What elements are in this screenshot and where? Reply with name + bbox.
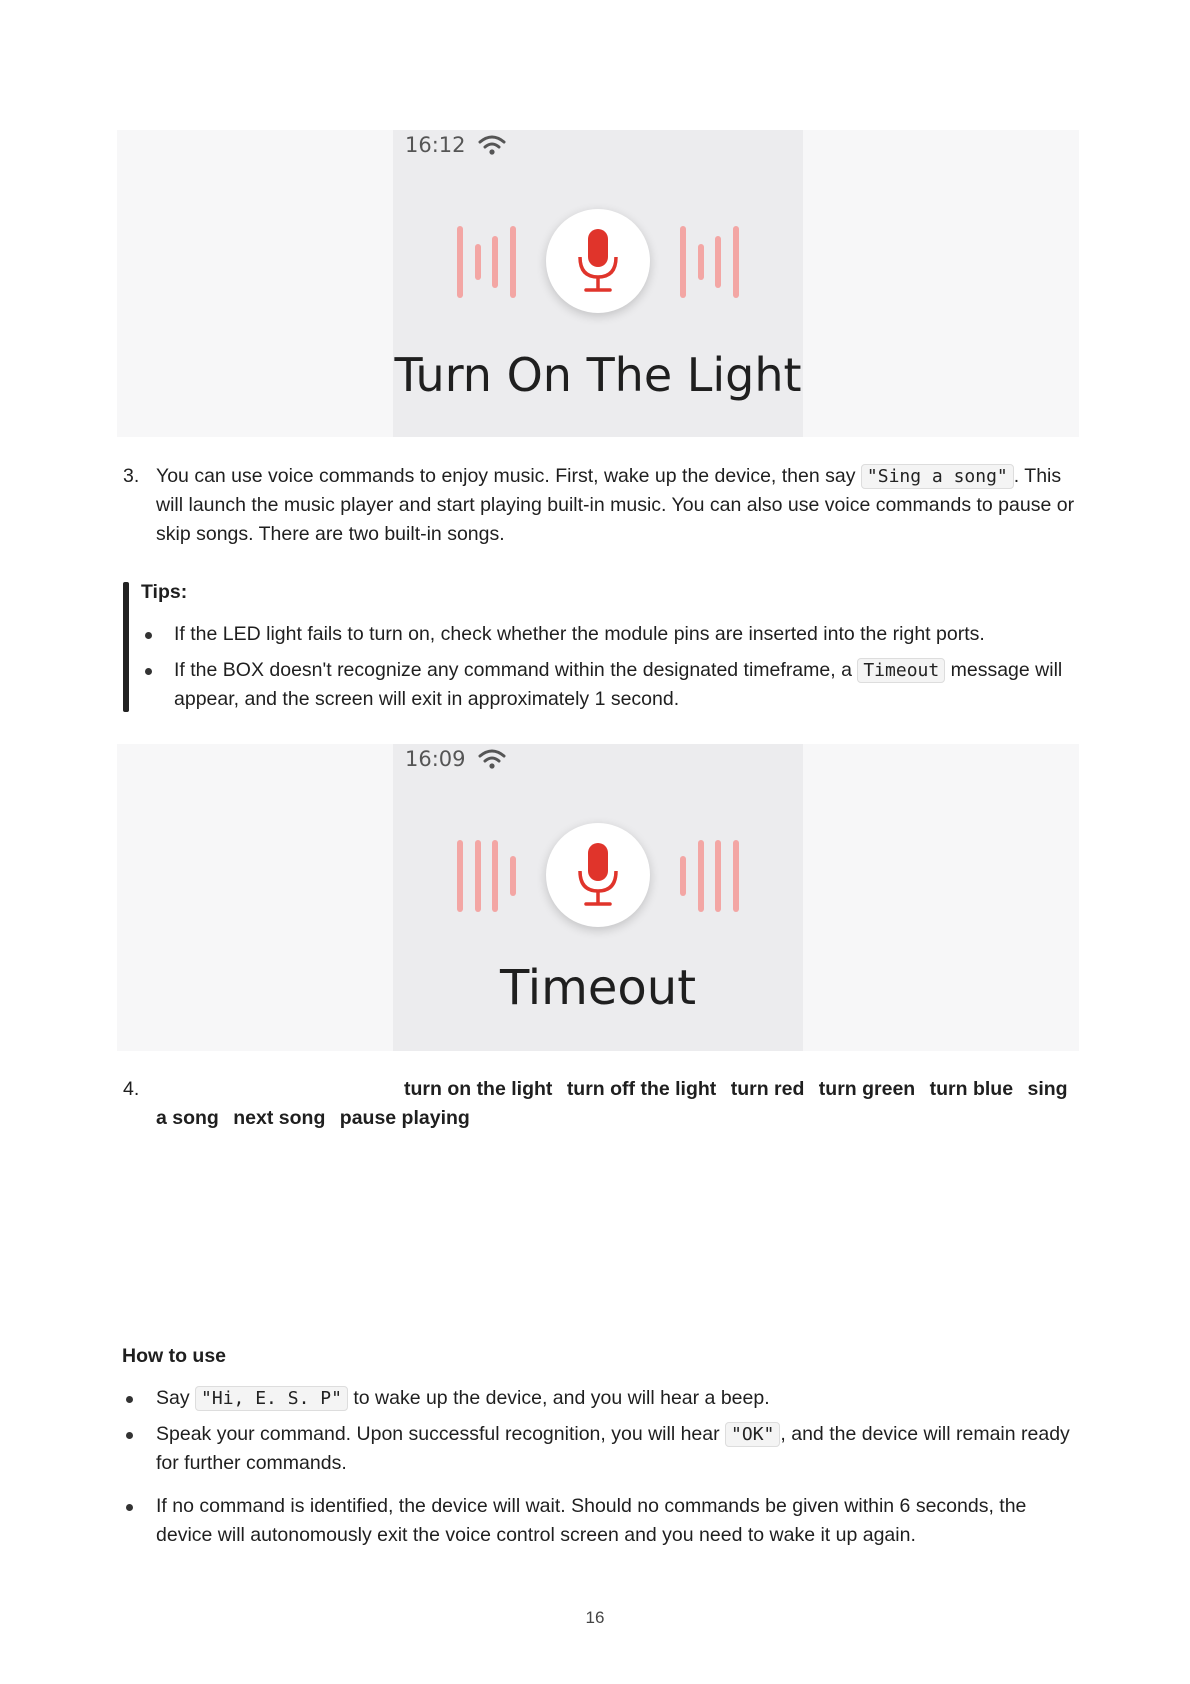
tips-bullet-2-a: If the BOX doesn't recognize any command within the designated timeframe, a — [174, 659, 852, 681]
how-bullet-2-b: , and the device will remain ready for further commands. — [156, 1423, 1070, 1474]
microphone-icon — [573, 841, 623, 911]
wave-bar — [475, 244, 481, 280]
tips-bullet-2 — [174, 656, 1074, 714]
mic-button — [546, 209, 650, 313]
code-ok: "OK" — [725, 1422, 780, 1447]
wave-bar — [698, 244, 704, 280]
voice-indicator — [393, 208, 803, 318]
item3-text — [156, 462, 1076, 549]
wave-bar — [492, 840, 498, 912]
command-item: turn red — [730, 1078, 805, 1100]
command-item: pause playing — [339, 1107, 470, 1129]
command-item: turn blue — [929, 1078, 1014, 1100]
list-number: 3. — [123, 465, 140, 487]
screenshot-timeout — [117, 744, 1079, 1051]
bullet — [145, 668, 152, 675]
page-number: 16 — [585, 1608, 605, 1627]
screen-caption: Timeout — [499, 960, 697, 1016]
screenshot-turn-on-light — [117, 130, 1079, 437]
bullet — [126, 1504, 133, 1511]
command-item: turn green — [818, 1078, 916, 1100]
wave-bar — [733, 840, 739, 912]
how-bullet-1-a: Say — [156, 1387, 190, 1409]
item3-text-a: You can use voice commands to enjoy music. First, wake up the device, then say — [156, 465, 856, 487]
wave-bar — [715, 236, 721, 288]
command-list — [156, 1075, 1076, 1133]
bullet — [126, 1432, 133, 1439]
command-item: sing a song — [156, 1078, 1068, 1129]
bullet — [126, 1396, 133, 1403]
code-wake-phrase: "Hi, E. S. P" — [195, 1386, 348, 1411]
tips-bullet-1: If the LED light fails to turn on, check whether the module pins are inserted into the right ports. — [174, 623, 985, 645]
command-item: next song — [233, 1107, 326, 1129]
how-bullet-2-a: Speak your command. Upon successful recognition, you will hear — [156, 1423, 720, 1445]
command-item: turn off the light — [566, 1078, 717, 1100]
how-bullet-2 — [156, 1420, 1076, 1478]
status-time: 16:09 — [405, 747, 466, 771]
how-bullet-1-b: to wake up the device, and you will hear a beep. — [353, 1387, 770, 1409]
item3-text-b: . — [1013, 465, 1020, 487]
how-bullet-3: If no command is identified, the device will wait. Should no commands be given within 6 seconds, the device will autonomously exit the voice control screen and you need to wake it up again. — [156, 1495, 1027, 1546]
wave-bar — [510, 226, 516, 298]
section-heading: How to use — [122, 1345, 227, 1367]
code-timeout: Timeout — [857, 658, 945, 683]
code-sing-a-song: "Sing a song" — [861, 464, 1014, 489]
wave-bar — [492, 236, 498, 288]
wave-bar — [715, 840, 721, 912]
wave-bar — [680, 226, 686, 298]
wifi-icon — [478, 748, 506, 770]
wave-bar — [733, 226, 739, 298]
device-screen — [393, 744, 803, 1051]
status-bar — [405, 747, 506, 771]
wave-bar — [510, 856, 516, 896]
wave-bar — [457, 840, 463, 912]
wave-bar — [475, 840, 481, 912]
tips-bullet-2-b: message will appear, and the screen will exit in approximately 1 second. — [174, 659, 1063, 710]
wifi-icon — [478, 134, 506, 156]
wave-bar — [680, 856, 686, 896]
voice-indicator — [393, 822, 803, 932]
item3-text-c: This will launch the music player and start playing built-in music. You can also use voice commands to pause or skip songs. There are two built-in songs. — [156, 465, 1075, 545]
microphone-icon — [573, 227, 623, 297]
status-time: 16:12 — [405, 133, 466, 157]
mic-button — [546, 823, 650, 927]
callout-bar — [123, 582, 129, 712]
wave-bar — [457, 226, 463, 298]
wave-bar — [698, 840, 704, 912]
how-bullet-1 — [156, 1384, 1076, 1413]
status-bar — [405, 133, 506, 157]
device-screen — [393, 130, 803, 437]
screen-caption: Turn On The Light — [394, 348, 802, 402]
list-number: 4. — [123, 1078, 140, 1100]
command-item: turn on the light — [404, 1078, 553, 1100]
tips-title: Tips: — [141, 581, 188, 603]
bullet — [145, 632, 152, 639]
